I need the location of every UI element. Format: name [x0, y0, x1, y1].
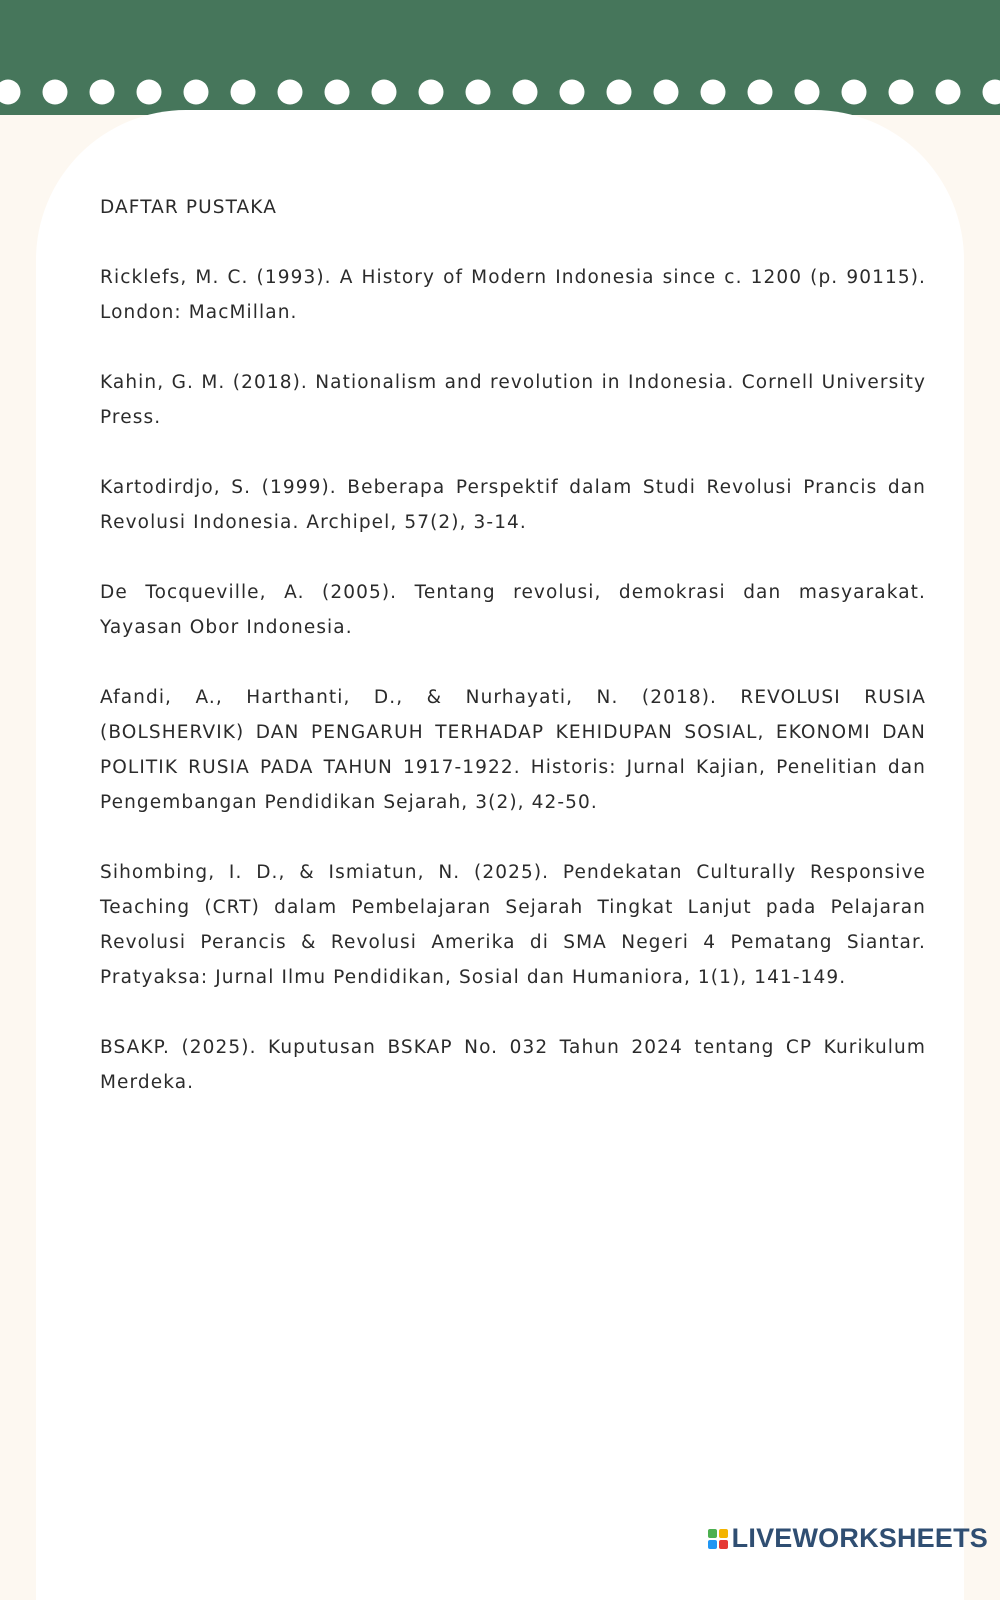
scallop-dot	[231, 80, 256, 105]
reference-item: BSAKP. (2025). Kuputusan BSKAP No. 032 Tahun 2024 tentang CP Kurikulum Merdeka.	[100, 1030, 926, 1100]
reference-item: Ricklefs, M. C. (1993). A History of Modern Indonesia since c. 1200 (p. 90115). London: MacMillan.	[100, 260, 926, 330]
reference-item: De Tocqueville, A. (2005). Tentang revolusi, demokrasi dan masyarakat. Yayasan Obor Indonesia.	[100, 575, 926, 645]
scallop-dot	[90, 80, 115, 105]
scallop-dot	[419, 80, 444, 105]
reference-item: Kartodirdjo, S. (1999). Beberapa Perspektif dalam Studi Revolusi Prancis dan Revolusi Indonesia. Archipel, 57(2), 3-14.	[100, 470, 926, 540]
logo-text: LIVEWORKSHEETS	[732, 1523, 988, 1554]
scallop-dot	[43, 80, 68, 105]
scallop-dot	[701, 80, 726, 105]
logo-square	[708, 1529, 717, 1538]
scallop-dot	[513, 80, 538, 105]
scallop-dot	[560, 80, 585, 105]
scallop-dot	[325, 80, 350, 105]
scallop-dot	[654, 80, 679, 105]
scallop-dot	[372, 80, 397, 105]
scalloped-header-band	[0, 0, 1000, 118]
logo-square	[719, 1540, 728, 1549]
logo-square	[708, 1540, 717, 1549]
scallop-dot	[795, 80, 820, 105]
page-title: DAFTAR PUSTAKA	[100, 190, 926, 225]
liveworksheets-logo[interactable]	[708, 1523, 988, 1554]
reference-list	[100, 260, 926, 1100]
scallop-dot	[607, 80, 632, 105]
scallop-dot	[889, 80, 914, 105]
scallop-dot	[936, 80, 961, 105]
scallop-dot	[278, 80, 303, 105]
logo-square	[719, 1529, 728, 1538]
scallop-dot	[466, 80, 491, 105]
scallop-dot	[137, 80, 162, 105]
document-content	[100, 190, 926, 1135]
scallop-dot	[748, 80, 773, 105]
reference-item: Kahin, G. M. (2018). Nationalism and revolution in Indonesia. Cornell University Press.	[100, 365, 926, 435]
reference-item: Sihombing, I. D., & Ismiatun, N. (2025). Pendekatan Culturally Responsive Teaching (CRT) dalam Pembelajaran Sejarah Tingkat Lanjut pada Pelajaran Revolusi Perancis & Revolusi Amerika di SMA Negeri 4 Pematang Siantar. Pratyaksa: Jurnal Ilmu Pendidikan, Sosial dan Humaniora, 1(1), 141-149.	[100, 855, 926, 995]
liveworksheets-logo-icon	[708, 1529, 728, 1549]
reference-item: Afandi, A., Harthanti, D., & Nurhayati, N. (2018). REVOLUSI RUSIA (BOLSHERVIK) DAN PENGARUH TERHADAP KEHIDUPAN SOSIAL, EKONOMI DAN POLITIK RUSIA PADA TAHUN 1917-1922. Historis: Jurnal Kajian, Penelitian dan Pengembangan Pendidikan Sejarah, 3(2), 42-50.	[100, 680, 926, 820]
scallop-dot	[184, 80, 209, 105]
scallop-dot	[842, 80, 867, 105]
